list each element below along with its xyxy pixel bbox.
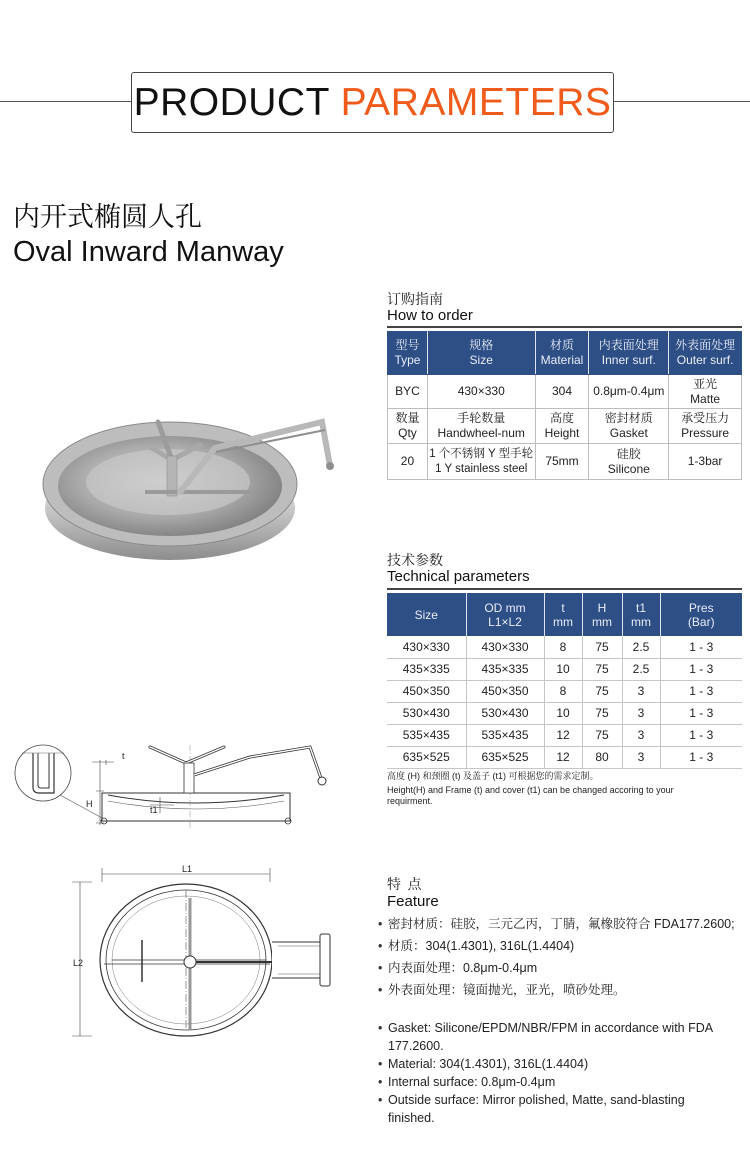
tech-cell: 1 - 3 [660, 724, 742, 746]
feature-list-cn [378, 913, 735, 1001]
tech-cell: 2.5 [622, 636, 660, 658]
feature-item: • Internal surface: 0.8μm-0.4μm [378, 1073, 713, 1091]
order-row-2 [388, 444, 742, 480]
order-title-en: How to order [387, 307, 473, 324]
tech-cell: 12 [544, 724, 582, 746]
order-cell: 硅胶 Silicone [589, 444, 669, 480]
tech-row [387, 658, 742, 680]
tech-row [387, 746, 742, 768]
feature-item: • Outside surface: Mirror polished, Matte, sand-blasting finished. [378, 1091, 713, 1127]
tech-cell: 435×335 [466, 658, 544, 680]
tech-note-en-2: requirment. [387, 796, 433, 806]
tech-cell: 1 - 3 [660, 680, 742, 702]
order-subheader-cell: 高度 Height [535, 409, 589, 444]
tech-cell: 75 [582, 658, 622, 680]
banner [131, 72, 614, 133]
tech-cell: 2.5 [622, 658, 660, 680]
tech-note-en-1: Height(H) and Frame (t) and cover (t1) can be changed accoring to your [387, 785, 674, 795]
tech-cell: 10 [544, 702, 582, 724]
tech-header-row [387, 593, 742, 636]
tech-cell: 8 [544, 636, 582, 658]
product-title-en: Oval Inward Manway [13, 236, 284, 268]
tech-header-cell: Size [387, 593, 466, 636]
order-cell: BYC [388, 375, 428, 409]
tech-cell: 8 [544, 680, 582, 702]
label-t: t [122, 751, 125, 761]
tech-cell: 10 [544, 658, 582, 680]
tech-cell: 3 [622, 702, 660, 724]
tech-cell: 3 [622, 746, 660, 768]
tech-header-cell: H mm [582, 593, 622, 636]
label-l1: L1 [182, 864, 193, 874]
order-cell: 亚光 Matte [669, 375, 742, 409]
product-photo [40, 390, 340, 570]
order-subheader-cell: 数量 Qty [388, 409, 428, 444]
tech-cell: 435×335 [387, 658, 466, 680]
order-header-cell: 内表面处理 Inner surf. [589, 332, 669, 375]
tech-cell: 1 - 3 [660, 746, 742, 768]
order-cell: 20 [388, 444, 428, 480]
tech-cell: 3 [622, 680, 660, 702]
feature-title-en: Feature [387, 893, 439, 910]
banner-line-left [0, 101, 131, 102]
feature-item: • Gasket: Silicone/EPDM/NBR/FPM in accordance with FDA 177.2600. [378, 1019, 713, 1055]
order-header-cell: 规格 Size [427, 332, 535, 375]
feature-item: • 材质：304(1.4301), 316L(1.4404) [378, 935, 735, 957]
tech-cell: 1 - 3 [660, 702, 742, 724]
feature-title-cn: 特 点 [387, 877, 423, 893]
order-cell: 1-3bar [669, 444, 742, 480]
tech-title-cn: 技术参数 [387, 553, 443, 569]
label-t1: t1 [150, 805, 158, 815]
tech-title-en: Technical parameters [387, 568, 530, 585]
tech-title-rule [387, 588, 742, 590]
tech-cell: 450×350 [466, 680, 544, 702]
tech-cell: 530×430 [387, 702, 466, 724]
tech-row [387, 702, 742, 724]
feature-item: • Material: 304(1.4301), 316L(1.4404) [378, 1055, 713, 1073]
feature-list-en [378, 1019, 713, 1127]
tech-cell: 1 - 3 [660, 658, 742, 680]
tech-row [387, 680, 742, 702]
order-header-cell: 材质 Material [535, 332, 589, 375]
order-subheader-cell: 密封材质 Gasket [589, 409, 669, 444]
tech-row [387, 724, 742, 746]
order-cell: 1 个不锈钢 Y 型手轮 1 Y stainless steel [427, 444, 535, 480]
tech-row [387, 636, 742, 658]
label-h: H [86, 799, 93, 809]
feature-item: • 内表面处理：0.8μm-0.4μm [378, 957, 735, 979]
tech-cell: 635×525 [466, 746, 544, 768]
tech-cell: 75 [582, 724, 622, 746]
order-header-cell: 外表面处理 Outer surf. [669, 332, 742, 375]
banner-line-right [614, 101, 750, 102]
order-subheader-cell: 承受压力 Pressure [669, 409, 742, 444]
order-cell: 304 [535, 375, 589, 409]
banner-word-parameters: PARAMETERS [340, 81, 612, 124]
order-table [387, 331, 742, 480]
order-header-row-2 [388, 409, 742, 444]
order-cell: 430×330 [427, 375, 535, 409]
tech-cell: 75 [582, 680, 622, 702]
banner-title [132, 73, 613, 132]
product-title-cn: 内开式椭圆人孔 [13, 202, 202, 233]
tech-header-cell: Pres (Bar) [660, 593, 742, 636]
tech-note-cn: 高度 (H) 和颈圈 (t) 及盖子 (t1) 可根据您的需求定制。 [387, 771, 599, 781]
tech-cell: 75 [582, 636, 622, 658]
tech-cell: 1 - 3 [660, 636, 742, 658]
order-cell: 75mm [535, 444, 589, 480]
tech-header-cell: t1 mm [622, 593, 660, 636]
tech-cell: 535×435 [466, 724, 544, 746]
tech-cell: 12 [544, 746, 582, 768]
tech-cell: 530×430 [466, 702, 544, 724]
feature-item: • 外表面处理：镜面抛光，亚光，喷砂处理。 [378, 979, 735, 1001]
order-subheader-cell: 手轮数量 Handwheel-num [427, 409, 535, 444]
tech-cell: 3 [622, 724, 660, 746]
order-title-rule [387, 326, 742, 328]
tech-cell: 75 [582, 702, 622, 724]
tech-cell: 80 [582, 746, 622, 768]
banner-word-product: PRODUCT [133, 81, 330, 124]
order-row-1 [388, 375, 742, 409]
label-l2: L2 [73, 958, 84, 968]
tech-header-cell: t mm [544, 593, 582, 636]
order-header-cell: 型号 Type [388, 332, 428, 375]
tech-cell: 635×525 [387, 746, 466, 768]
tech-cell: 450×350 [387, 680, 466, 702]
tech-cell: 430×330 [387, 636, 466, 658]
top-view-drawing [70, 862, 350, 1042]
order-cell: 0.8μm-0.4μm [589, 375, 669, 409]
tech-cell: 535×435 [387, 724, 466, 746]
order-title-cn: 订购指南 [387, 292, 443, 308]
tech-table [387, 593, 742, 769]
feature-item: • 密封材质：硅胶，三元乙丙，丁腈，氟橡胶符合 FDA177.2600; [378, 913, 735, 935]
tech-cell: 430×330 [466, 636, 544, 658]
tech-header-cell: OD mm L1×L2 [466, 593, 544, 636]
side-view-drawing [10, 735, 340, 835]
order-header-row-1 [388, 332, 742, 375]
